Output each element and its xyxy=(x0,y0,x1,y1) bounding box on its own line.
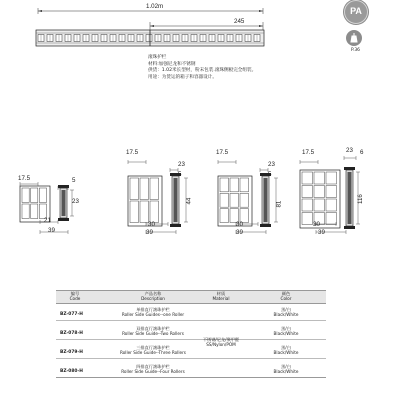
technical-drawings xyxy=(0,147,400,250)
dim-label: 23 xyxy=(346,147,353,154)
row-description: 三排直行滚珠护栏 Roller Side Guide--Three Rollers xyxy=(120,345,186,356)
roller-pocket xyxy=(31,204,38,219)
dim-label: 44 xyxy=(185,197,193,205)
dim-label: 39 xyxy=(48,227,55,234)
dim-label: 23 xyxy=(178,161,185,168)
roller-profile xyxy=(174,178,178,222)
dim-label: 21 xyxy=(44,217,51,224)
dim-label: 39 xyxy=(236,229,243,236)
guide-cap xyxy=(170,224,181,227)
header-description: 产品名称 Description xyxy=(141,291,165,302)
dim-label: 5 xyxy=(72,177,76,184)
material-badge xyxy=(344,0,368,24)
roller-pocket xyxy=(230,193,239,207)
description-line: 用途：为货运的箱子和容器设计。 xyxy=(148,74,217,80)
roller-pattern xyxy=(0,0,400,50)
roller-pocket xyxy=(326,213,337,225)
description-line: 材料:加强尼龙和不锈钢 xyxy=(148,61,196,67)
dim-label: 30 xyxy=(313,221,320,228)
roller-pocket xyxy=(314,172,325,184)
strip-pitch-label: 245 xyxy=(234,18,245,25)
roller-pocket xyxy=(22,204,29,219)
dim-label: 23 xyxy=(72,198,79,205)
roller-pocket xyxy=(326,172,337,184)
roller-pocket xyxy=(220,178,229,192)
header-material: 材质 Material xyxy=(212,291,230,302)
row-color: 黑/白 Black/White xyxy=(273,364,299,375)
guide-cap xyxy=(344,226,355,229)
material-badge-text: PA xyxy=(350,6,362,16)
roller-pocket xyxy=(302,186,313,198)
product-description xyxy=(148,55,328,81)
dim-label: 39 xyxy=(146,229,153,236)
row-description: 单排直行滚珠护栏 Roller Side Guides--one Roller xyxy=(121,307,185,318)
dim-label: 17.5 xyxy=(302,149,315,156)
roller-pocket xyxy=(150,178,159,200)
dim-label: 5 xyxy=(268,171,272,178)
roller-pocket xyxy=(140,178,149,200)
roller-pocket xyxy=(220,193,229,207)
roller-pocket xyxy=(140,201,149,223)
roller-profile xyxy=(264,178,268,222)
load-icon-label: P.36 xyxy=(351,48,360,53)
roller-profile xyxy=(62,190,66,216)
dim-label: 39 xyxy=(318,229,325,236)
row-color: 黑/白 Black/White xyxy=(273,307,299,318)
row-code: BZ-078-H xyxy=(60,331,83,336)
roller-pocket xyxy=(326,186,337,198)
dim-label: 6 xyxy=(360,149,364,156)
roller-pocket xyxy=(240,193,249,207)
dim-label: 30 xyxy=(236,221,243,228)
row-color: 黑/白 Black/White xyxy=(273,345,299,356)
guide-cap xyxy=(58,218,69,221)
row-code: BZ-080-H xyxy=(60,369,83,374)
dim-label: 30 xyxy=(148,221,155,228)
dim-label: 5 xyxy=(178,171,182,178)
row-description: 四排直行滚珠护栏 Roller Side Guide--Four Rollers xyxy=(121,364,185,375)
weight-hook-icon xyxy=(346,30,362,46)
description-line: 供货：1.02米长型材，粉末包装.滚珠侧板完全组装。 xyxy=(148,68,257,73)
roller-pocket xyxy=(302,213,313,225)
dim-label: 116 xyxy=(356,194,364,205)
roller-pocket xyxy=(130,201,139,223)
roller-pocket xyxy=(314,186,325,198)
roller-pocket xyxy=(22,188,29,203)
row-code: BZ-077-H xyxy=(60,312,83,317)
guide-cap xyxy=(58,185,69,188)
row-color: 黑/白 Black/White xyxy=(273,326,299,337)
roller-pocket xyxy=(31,188,38,203)
roller-pocket xyxy=(302,199,313,211)
roller-pocket xyxy=(39,188,46,203)
row-code: BZ-079-H xyxy=(60,350,83,355)
header-code: 编号 Code xyxy=(69,291,81,302)
row-material: 不锈钢/尼龙/聚甲醛 SS/Nylon/POM xyxy=(202,337,240,348)
dim-label: 81 xyxy=(275,200,283,208)
roller-pocket xyxy=(314,199,325,211)
roller-profile xyxy=(348,172,352,224)
roller-pocket xyxy=(240,178,249,192)
roller-pocket xyxy=(302,172,313,184)
dim-label: 23 xyxy=(268,161,275,168)
description-line: 滚珠护栏 xyxy=(148,55,167,60)
guide-cap xyxy=(344,167,355,170)
strip-length-label: 1.02m xyxy=(146,3,164,10)
roller-pocket xyxy=(220,209,229,223)
row-description: 双排直行滚珠护栏 Roller Side Guide--Two Rollers xyxy=(122,326,184,337)
roller-pocket xyxy=(150,201,159,223)
guide-cap xyxy=(260,224,271,227)
dim-label: 17.5 xyxy=(18,175,31,182)
roller-pocket xyxy=(230,178,239,192)
header-color: 颜色 Color xyxy=(280,291,292,302)
dim-label: 17.5 xyxy=(216,149,229,156)
roller-pocket xyxy=(326,199,337,211)
roller-pocket xyxy=(130,178,139,200)
dim-label: 17.5 xyxy=(126,149,139,156)
